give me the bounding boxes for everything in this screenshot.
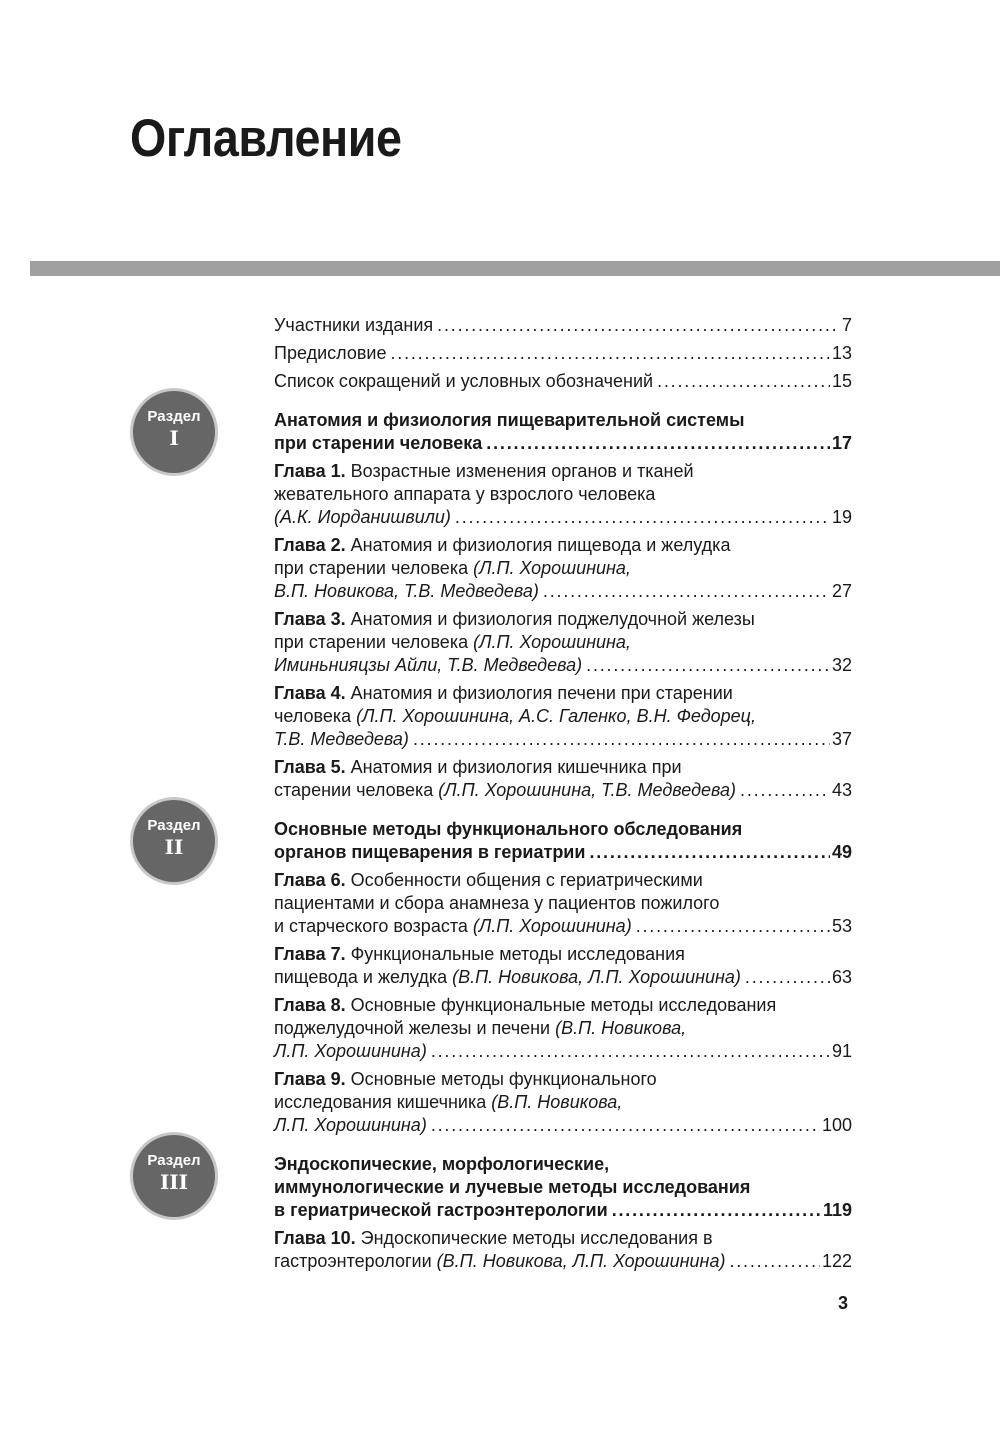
section-badge-label: Раздел <box>147 408 201 425</box>
chapter-title-line: при старении человека (Л.П. Хорошинина, <box>274 632 631 652</box>
chapter-last-line <box>274 1250 852 1273</box>
chapter-authors: В.П. Новикова, Т.В. Медведева) <box>274 581 539 601</box>
page-number: 119 <box>822 1200 852 1220</box>
section-title-last-line <box>274 1199 852 1222</box>
page-number: 19 <box>831 507 852 527</box>
page-number: 91 <box>831 1041 852 1061</box>
chapter-entry[interactable] <box>274 1227 852 1273</box>
section-badge <box>133 800 215 882</box>
page-number: 15 <box>831 371 852 391</box>
page-number: 37 <box>831 729 852 749</box>
chapter-last-text <box>274 966 741 989</box>
section-gap <box>274 398 852 409</box>
chapter-authors: (Л.П. Хорошинина) <box>472 916 632 936</box>
section-badge-number: III <box>159 1170 189 1194</box>
chapter-authors: Л.П. Хорошинина) <box>274 1115 427 1135</box>
chapter-title-text: Эндоскопические методы исследования в <box>360 1228 713 1248</box>
chapter-title-text: Особенности общения с гериатрическими <box>350 870 703 890</box>
toc-entry[interactable] <box>274 314 852 337</box>
section-title-line: иммунологические и лучевые методы исследования <box>274 1177 751 1197</box>
chapter-last-text <box>274 580 539 603</box>
section-gap <box>274 807 852 818</box>
chapter-title-text: гастроэнтерологии <box>274 1251 437 1271</box>
chapter-title-text: Основные методы функционального <box>350 1069 657 1089</box>
chapter-last-line <box>274 915 852 938</box>
section-title-last-line <box>274 432 852 455</box>
chapter-authors: (Л.П. Хорошинина, А.С. Галенко, В.Н. Федорец, <box>356 706 756 726</box>
chapter-entry[interactable] <box>274 756 852 802</box>
section-title-text: в гериатрической гастроэнтерологии <box>274 1200 608 1220</box>
chapter-entry[interactable] <box>274 943 852 989</box>
chapter-title-line: человека (Л.П. Хорошинина, А.С. Галенко, В.Н. Федорец, <box>274 706 756 726</box>
page-number: 53 <box>831 916 852 936</box>
page-number: 27 <box>831 581 852 601</box>
entry-title: Предисловие <box>274 343 387 363</box>
page-number: 49 <box>831 842 852 862</box>
chapter-title-text: старении человека <box>274 780 439 800</box>
chapter-first-line <box>274 608 852 631</box>
chapter-first-line <box>274 1227 852 1250</box>
chapter-title-line: исследования кишечника (В.П. Новикова, <box>274 1092 623 1112</box>
dot-leader <box>390 342 830 365</box>
chapter-last-text <box>274 506 451 529</box>
chapter-entry[interactable] <box>274 1068 852 1137</box>
dot-leader <box>589 841 830 864</box>
front-matter-list <box>274 314 852 393</box>
chapter-entry[interactable] <box>274 682 852 751</box>
section-heading[interactable] <box>274 409 852 455</box>
section-title-text: при старении человека <box>274 433 483 453</box>
chapter-first-line <box>274 756 852 779</box>
toc-entry[interactable] <box>274 370 852 393</box>
section-title-text: органов пищеварения в гериатрии <box>274 842 586 862</box>
page-number: 63 <box>831 967 852 987</box>
chapter-title-text: и старческого возраста <box>274 916 473 936</box>
dot-leader <box>745 966 830 989</box>
section-title-last-line <box>274 841 852 864</box>
chapter-label: Глава 2. <box>274 535 346 555</box>
chapter-entry[interactable] <box>274 608 852 677</box>
section-badge <box>133 1135 215 1217</box>
chapter-last-line <box>274 966 852 989</box>
dot-leader <box>657 370 830 393</box>
entry-title: Список сокращений и условных обозначений <box>274 371 654 391</box>
section-gap <box>274 1142 852 1153</box>
header-divider-bar <box>30 261 1000 276</box>
chapter-title-text: Возрастные изменения органов и тканей <box>350 461 694 481</box>
dot-leader <box>612 1199 821 1222</box>
section-badge-number: I <box>169 426 179 450</box>
dot-leader <box>740 779 830 802</box>
chapter-authors: (А.К. Иорданишвили) <box>274 507 451 527</box>
section-title-line: Эндоскопические, морфологические, <box>274 1154 610 1174</box>
page-number: 100 <box>821 1115 852 1135</box>
chapter-label: Глава 10. <box>274 1228 356 1248</box>
chapter-authors: (В.П. Новикова, Л.П. Хорошинина) <box>436 1251 726 1271</box>
chapter-first-line <box>274 943 852 966</box>
section-title-line: Основные методы функционального обследования <box>274 819 743 839</box>
page-title: Оглавление <box>130 109 402 168</box>
dot-leader <box>413 728 830 751</box>
chapter-entry[interactable] <box>274 460 852 529</box>
dot-leader <box>729 1250 820 1273</box>
chapter-authors: (В.П. Новикова, <box>555 1018 687 1038</box>
dot-leader <box>586 654 830 677</box>
page-number: 43 <box>831 780 852 800</box>
chapter-entry[interactable] <box>274 534 852 603</box>
section-badge-label: Раздел <box>147 817 201 834</box>
chapter-first-line <box>274 994 852 1017</box>
chapter-label: Глава 3. <box>274 609 346 629</box>
chapter-title-line: поджелудочной железы и печени (В.П. Новикова, <box>274 1018 687 1038</box>
dot-leader <box>636 915 830 938</box>
chapter-last-line <box>274 779 852 802</box>
chapter-label: Глава 7. <box>274 944 346 964</box>
chapter-title-text: пищевода и желудка <box>274 967 453 987</box>
section-badge <box>133 391 215 473</box>
chapter-label: Глава 5. <box>274 757 346 777</box>
entry-title: Участники издания <box>274 315 434 335</box>
chapter-label: Глава 1. <box>274 461 346 481</box>
page-number: 7 <box>841 315 852 335</box>
section-heading[interactable] <box>274 818 852 864</box>
page-number: 13 <box>831 343 852 363</box>
chapter-label: Глава 9. <box>274 1069 346 1089</box>
chapter-last-line <box>274 1114 852 1137</box>
chapter-last-line <box>274 506 852 529</box>
section-badge-label: Раздел <box>147 1152 201 1169</box>
chapter-title-text: Анатомия и физиология пищевода и желудка <box>350 535 731 555</box>
dot-leader <box>437 314 840 337</box>
section-badge-number: II <box>164 835 184 859</box>
chapter-last-line <box>274 654 852 677</box>
chapter-first-line <box>274 682 852 705</box>
chapter-last-text <box>274 1040 427 1063</box>
chapter-last-text <box>274 779 736 802</box>
chapter-title-text: Анатомия и физиология кишечника при <box>350 757 682 777</box>
dot-leader <box>431 1114 820 1137</box>
toc-entry[interactable] <box>274 342 852 365</box>
chapter-last-text <box>274 654 582 677</box>
chapter-label: Глава 8. <box>274 995 346 1015</box>
section-title-line: Анатомия и физиология пищеварительной системы <box>274 410 745 430</box>
chapter-first-line <box>274 1068 852 1091</box>
chapter-entry[interactable] <box>274 994 852 1063</box>
dot-leader <box>455 506 830 529</box>
chapter-authors: (Л.П. Хорошинина, <box>473 558 631 578</box>
section-heading[interactable] <box>274 1153 852 1222</box>
chapter-authors: Иминьнияцзы Айли, Т.В. Медведева) <box>274 655 583 675</box>
page-number: 32 <box>831 655 852 675</box>
chapter-authors: Т.В. Медведева) <box>274 729 409 749</box>
chapter-first-line <box>274 460 852 483</box>
chapter-authors: (В.П. Новикова, Л.П. Хорошинина) <box>452 967 741 987</box>
chapter-label: Глава 4. <box>274 683 346 703</box>
chapter-authors: (Л.П. Хорошинина, Т.В. Медведева) <box>438 780 737 800</box>
chapter-last-text <box>274 1114 427 1137</box>
dot-leader <box>543 580 830 603</box>
dot-leader <box>431 1040 830 1063</box>
chapter-last-line <box>274 1040 852 1063</box>
chapter-last-text <box>274 728 409 751</box>
chapter-entry[interactable] <box>274 869 852 938</box>
chapter-last-line <box>274 580 852 603</box>
chapter-title-text: Анатомия и физиология поджелудочной железы <box>350 609 755 629</box>
chapter-title-line: при старении человека (Л.П. Хорошинина, <box>274 558 631 578</box>
chapter-last-text <box>274 915 632 938</box>
dot-leader <box>486 432 830 455</box>
chapter-title-text: Основные функциональные методы исследования <box>350 995 777 1015</box>
chapter-authors: Л.П. Хорошинина) <box>274 1041 427 1061</box>
chapter-first-line <box>274 869 852 892</box>
chapter-last-line <box>274 728 852 751</box>
folio-page-number: 3 <box>838 1293 849 1313</box>
chapter-title-line: жевательного аппарата у взрослого человека <box>274 484 656 504</box>
page-number: 17 <box>831 433 852 453</box>
chapter-label: Глава 6. <box>274 870 346 890</box>
chapter-authors: (В.П. Новикова, <box>491 1092 623 1112</box>
chapter-authors: (Л.П. Хорошинина, <box>473 632 631 652</box>
sections-list <box>274 398 852 1273</box>
chapter-title-text: Анатомия и физиология печени при старении <box>350 683 733 703</box>
table-of-contents <box>274 314 852 1278</box>
page-number: 122 <box>821 1251 852 1271</box>
chapter-last-text <box>274 1250 725 1273</box>
chapter-title-text: Функциональные методы исследования <box>350 944 685 964</box>
chapter-first-line <box>274 534 852 557</box>
chapter-title-line: пациентами и сбора анамнеза у пациентов пожилого <box>274 893 720 913</box>
